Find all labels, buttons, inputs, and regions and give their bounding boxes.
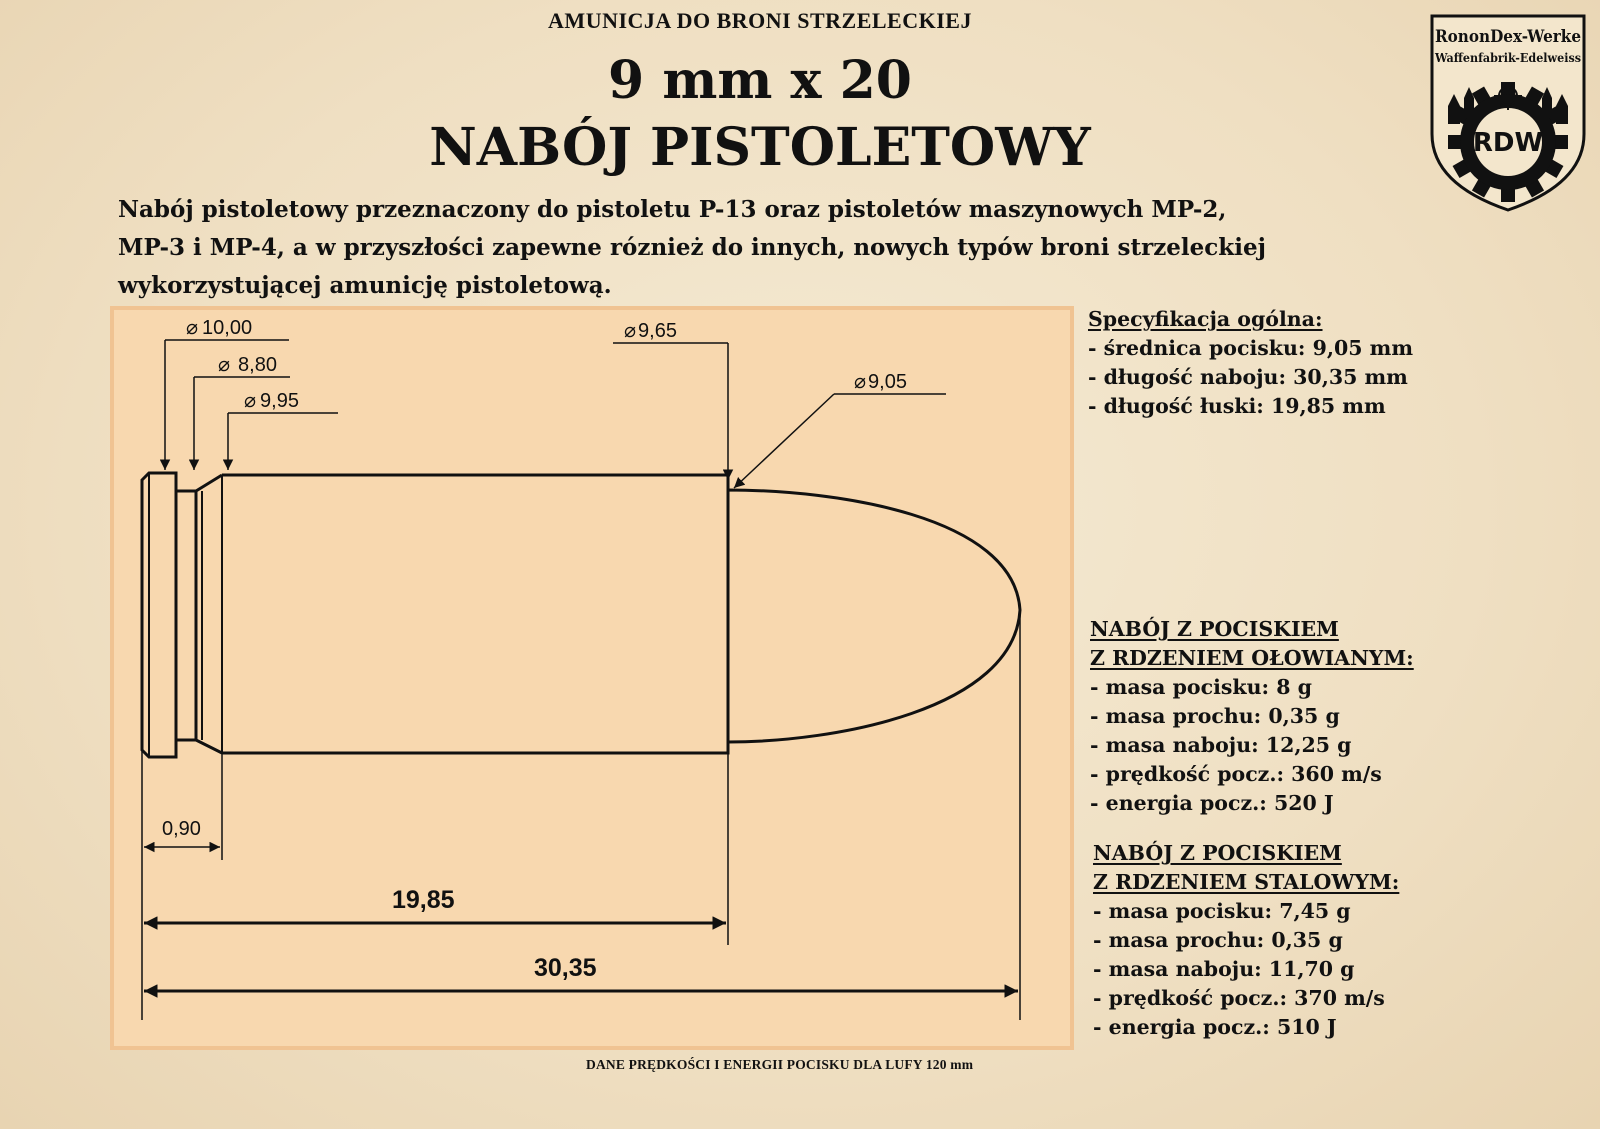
cartridge-outline [142,473,1020,757]
logo-monogram: RDW [1472,128,1544,158]
supertitle: AMUNICJA DO BRONI STRZELECKIEJ [548,8,972,33]
diameter-symbol: ⌀ [218,354,231,376]
case-extractor-groove [176,491,196,740]
spec-item: - energia pocz.: 520 J [1090,791,1334,815]
case-bevel [196,475,222,753]
spec-lead-heading2: Z RDZENIEM OŁOWIANYM: [1090,646,1414,670]
intro-paragraph [118,191,1448,305]
svg-text:⌀9,65 [624,320,677,342]
dimension-labels [162,317,907,982]
cartridge-drawing [114,310,1070,1046]
logo-text-line2: Waffenfabrik-Edelweiss [1434,51,1582,65]
diameter-symbol: ⌀ [186,317,199,339]
company-logo [1428,14,1588,212]
bullet [728,490,1020,742]
spec-lead-heading1: NABÓJ Z POCISKIEM [1090,617,1339,641]
label-groove-diameter: 8,80 [238,354,277,376]
spec-steel-heading2: Z RDZENIEM STALOWYM: [1093,870,1400,894]
case-body [222,475,728,753]
logo-text-line1: RononDex-Werke [1435,27,1582,47]
spec-general-heading: Specyfikacja ogólna: [1088,307,1323,331]
label-base-diameter: 9,95 [260,390,299,412]
intro-line: wykorzystującej amunicję pistoletową. [118,272,612,299]
svg-text:⌀9,95 [244,390,299,412]
svg-text:⌀10,00 [186,317,252,339]
spec-item: - masa naboju: 12,25 g [1090,733,1352,757]
case-rim [142,473,176,757]
spec-steel-core [1093,839,1399,1042]
spec-lead-core [1090,615,1414,818]
spec-steel-heading1: NABÓJ Z POCISKIEM [1093,841,1342,865]
label-case-length: 19,85 [392,886,455,914]
label-bullet-diameter: 9,05 [868,371,907,393]
intro-line: Nabój pistoletowy przeznaczony do pistoletu P-13 oraz pistoletów maszynowych MP-2, [118,196,1227,223]
svg-text:⌀9,05 [854,371,907,393]
spec-item: - długość łuski: 19,85 mm [1088,394,1386,418]
drawing-panel [110,306,1074,1050]
page-title: 9 mm x 20 [608,50,912,111]
label-overall-length: 30,35 [534,954,597,982]
diameter-symbol: ⌀ [244,390,257,412]
spec-item: - średnica pocisku: 9,05 mm [1088,336,1414,360]
spec-item: - masa naboju: 11,70 g [1093,957,1355,981]
spec-item: - energia pocz.: 510 J [1093,1015,1337,1039]
diameter-symbol: ⌀ [854,371,867,393]
diameter-symbol: ⌀ [624,320,637,342]
spec-item: - prędkość pocz.: 370 m/s [1093,986,1385,1010]
dimension-lines [142,340,1020,1020]
spec-general [1088,305,1413,421]
spec-item: - długość naboju: 30,35 mm [1088,365,1408,389]
spec-item: - prędkość pocz.: 360 m/s [1090,762,1382,786]
svg-text:⌀8,80 [218,354,277,376]
label-rim-diameter: 10,00 [202,317,253,339]
label-rim-length: 0,90 [162,818,201,840]
intro-line: MP-3 i MP-4, a w przyszłości zapewne róznież do innych, nowych typów broni strzeleckiej [118,234,1266,261]
spec-item: - masa pocisku: 8 g [1090,675,1312,699]
spec-item: - masa prochu: 0,35 g [1090,704,1340,728]
spec-item: - masa prochu: 0,35 g [1093,928,1343,952]
page-subtitle: NABÓJ PISTOLETOWY [429,117,1091,178]
label-mouth-diameter: 9,65 [638,320,677,342]
spec-item: - masa pocisku: 7,45 g [1093,899,1351,923]
footnote: DANE PRĘDKOŚCI I ENERGII POCISKU DLA LUFY 120 mm [586,1057,974,1072]
